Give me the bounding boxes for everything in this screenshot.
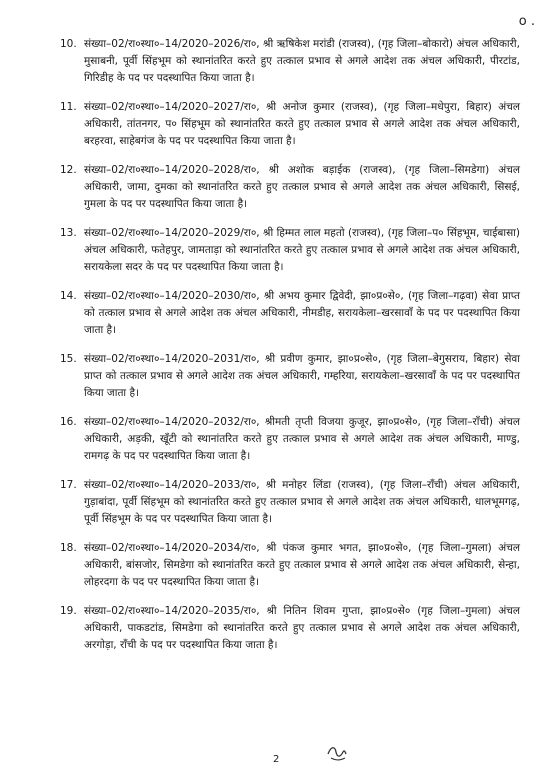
order-item (60, 351, 520, 402)
order-item (60, 477, 520, 528)
signature-mark (325, 742, 349, 764)
item-number: 12. (60, 164, 77, 176)
item-number: 17. (60, 479, 77, 491)
item-number: 16. (60, 416, 77, 428)
item-text: संख्या–02/रा०स्था०–14/2020–2035/रा०, श्री नितिन शिवम गुप्ता, झा०प्र०से० (गृह जिला–गुमला) अंचल अधिकारी, पाकडटांड, सिमडेगा को स्थानांतरित करते हुए तत्काल प्रभाव से अगले आदेश तक अंचल अधिकारी, अरगोड़ा, राँची के पद पर पदस्थापित किया जाता है। (84, 605, 520, 651)
item-text: संख्या–02/रा०स्था०–14/2020–2033/रा०, श्री मनोहर लिंडा (राजस्व), (गृह जिला–राँची) अंचल अधिकारी, गुड़ाबांदा, पूर्वी सिंहभूम को स्थानांतरित करते हुए तत्काल प्रभाव से अगले आदेश तक अंचल अधिकारी, धालभूमगढ़, पूर्वी सिंहभूम के पद पर पदस्थापित किया जाता है। (84, 479, 520, 525)
item-number: 19. (60, 605, 77, 617)
item-number: 11. (60, 101, 77, 113)
order-item (60, 540, 520, 591)
order-item (60, 162, 520, 213)
order-item (60, 99, 520, 150)
item-number: 14. (60, 290, 77, 302)
item-text: संख्या–02/रा०स्था०–14/2020–2027/रा०, श्री अनोज कुमार (राजस्व), (गृह जिला–मधेपुरा, बिहार) अंचल अधिकारी, तांतनगर, प० सिंहभूम को स्थानांतरित करते हुए तत्काल प्रभाव से अगले आदेश तक अंचल अधिकारी, बरहरवा, साहेबगंज के पद पर पदस्थापित किया जाता है। (84, 101, 520, 147)
item-number: 18. (60, 542, 77, 554)
item-text: संख्या–02/रा०स्था०–14/2020–2029/रा०, श्री हिम्मत लाल महतो (राजस्व), (गृह जिला–प० सिंहभूम, चाईबासा) अंचल अधिकारी, फतेहपुर, जामताड़ा को स्थानांतरित करते हुए तत्काल प्रभाव से अगले आदेश तक अंचल अधिकारी, सरायकेला सदर के पद पर पदस्थापित किया जाता है। (84, 227, 520, 273)
order-item (60, 603, 520, 654)
item-text: संख्या–02/रा०स्था०–14/2020–2030/रा०, श्री अभय कुमार द्विवेदी, झा०प्र०से०, (गृह जिला–गढ़वा) सेवा प्राप्त को तत्काल प्रभाव से अगले आदेश तक अंचल अधिकारी, नीमडीह, सरायकेला–खरसावाँ के पद पर पदस्थापित किया जाता है। (84, 290, 520, 336)
order-list (60, 36, 520, 666)
item-number: 15. (60, 353, 77, 365)
order-item (60, 36, 520, 87)
item-text: संख्या–02/रा०स्था०–14/2020–2031/रा०, श्री प्रवीण कुमार, झा०प्र०से०, (गृह जिला–बेगुसराय, बिहार) सेवा प्राप्त को तत्काल प्रभाव से अगले आदेश तक अंचल अधिकारी, गम्हरिया, सरायकेला–खरसावाँ के पद पर पदस्थापित किया जाता है। (84, 353, 520, 399)
order-item (60, 225, 520, 276)
order-item (60, 414, 520, 465)
item-text: संख्या–02/रा०स्था०–14/2020–2034/रा०, श्री पंकज कुमार भगत, झा०प्र०से०, (गृह जिला–गुमला) अंचल अधिकारी, बांसजोर, सिमडेगा को स्थानांतरित करते हुए तत्काल प्रभाव से अगले आदेश तक अंचल अधिकारी, सेन्हा, लोहरदगा के पद पर पदस्थापित किया जाता है। (84, 542, 520, 588)
item-text: संख्या–02/रा०स्था०–14/2020–2028/रा०, श्री अशोक बड़ाईक (राजस्व), (गृह जिला–सिमडेगा) अंचल अधिकारी, जामा, दुमका को स्थानांतरित करते हुए तत्काल प्रभाव से अगले आदेश तक अंचल अधिकारी, सिसई, गुमला के पद पर पदस्थापित किया जाता है। (84, 164, 520, 210)
item-number: 10. (60, 38, 77, 50)
item-number: 13. (60, 227, 77, 239)
order-item (60, 288, 520, 339)
item-text: संख्या–02/रा०स्था०–14/2020–2032/रा०, श्रीमती तृप्ती विजया कुजूर, झा०प्र०से०, (गृह जिला–राँची) अंचल अधिकारी, अड़की, खूँटी को स्थानांतरित करते हुए तत्काल प्रभाव से अगले आदेश तक अंचल अधिकारी, माण्डु, रामगढ़ के पद पर पदस्थापित किया जाता है। (84, 416, 520, 462)
corner-mark: o . (518, 14, 535, 29)
page-number: 2 (273, 754, 280, 765)
item-text: संख्या–02/रा०स्था०–14/2020–2026/रा०, श्री ऋषिकेश मरांडी (राजस्व), (गृह जिला–बोकारो) अंचल अधिकारी, मुसाबनी, पूर्वी सिंहभूम को स्थानांतरित करते हुए तत्काल प्रभाव से अगले आदेश तक अंचल अधिकारी, पीरटांड, गिरिडीह के पद पर पदस्थापित किया जाता है। (84, 38, 520, 84)
